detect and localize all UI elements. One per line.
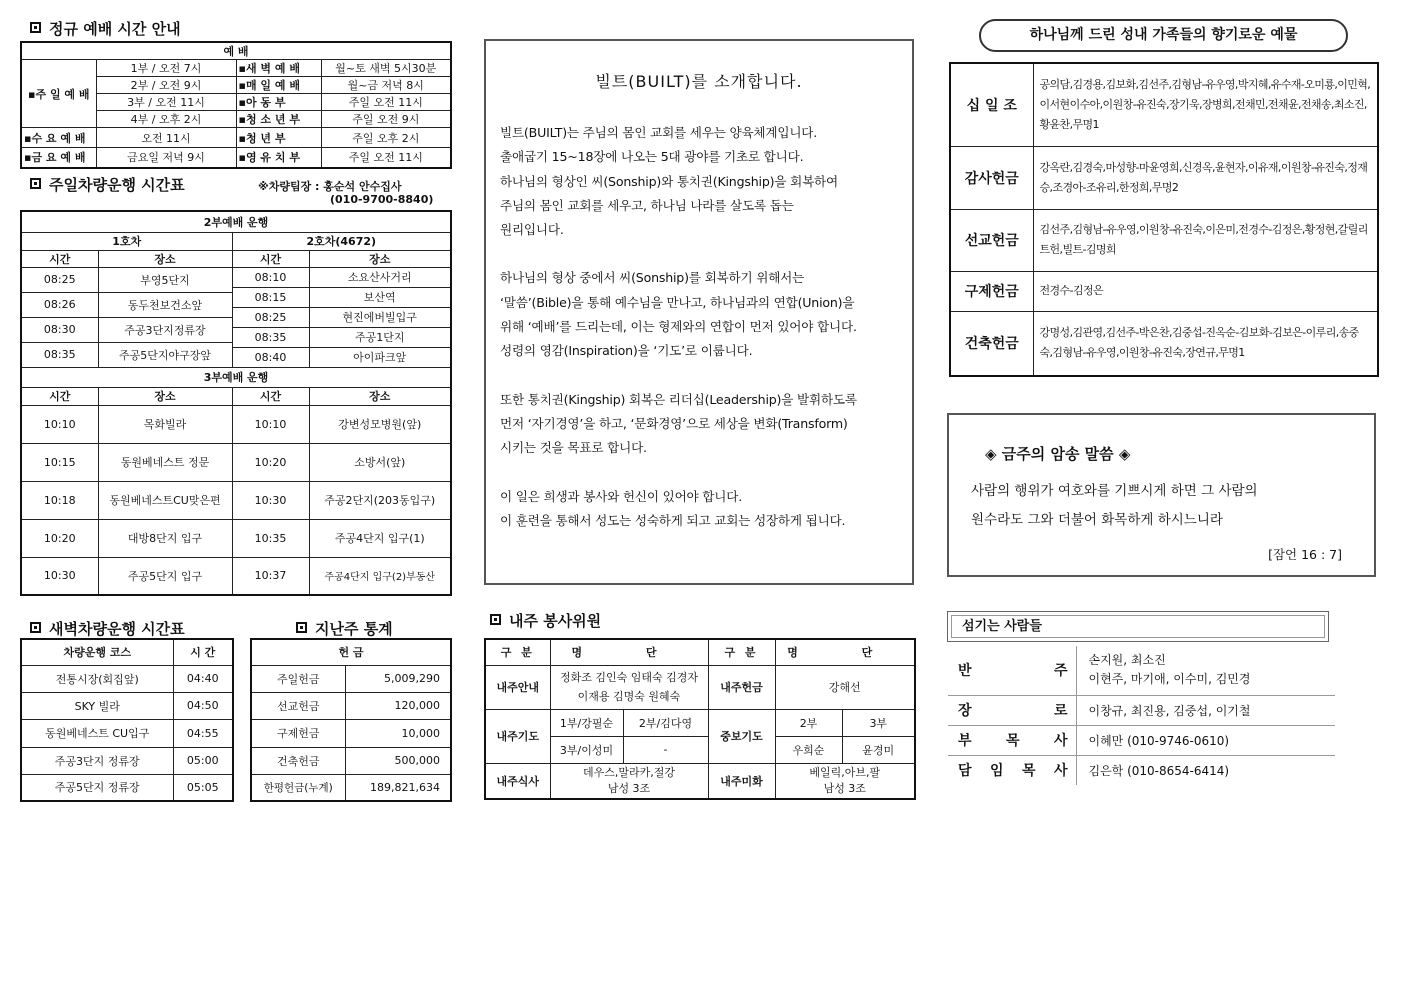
table-row: 감사헌금 강옥란,김경숙,마성향-마윤영희,신경옥,윤현자,이유재,이원창-유진숙,정재승,조경아-조유리,한정희,무명2	[950, 146, 1378, 209]
table-row: 건축헌금 500,000	[251, 747, 451, 774]
worship-row: 2부 / 오전 9시 ▪매 일 예 배 월~금 저녁 8시	[21, 77, 451, 94]
table-row: 동원베네스트 CU입구 04:55	[21, 719, 233, 747]
table-row: 주공3단지 정류장 05:00	[21, 747, 233, 774]
bus-section-title: 주일차량운행 시간표	[30, 174, 185, 195]
table-row: 구제헌금 10,000	[251, 719, 451, 747]
table-row: 08:25 부영5단지 08:10 소요산사거리	[21, 267, 451, 287]
table-row: 10:10 목화빌라 10:10 강변성모병원(앞)	[21, 405, 451, 443]
table-row: 담 임 목 사 김은학 (010-8654-6414)	[948, 755, 1335, 785]
memory-verse-ref: [잠언 16 : 7]	[1268, 547, 1342, 562]
table-row: 선교헌금 120,000	[251, 692, 451, 719]
service3-header: 3부예배 운행	[21, 367, 451, 387]
table-row: 10:15 동원베네스트 정문 10:20 소방서(앞)	[21, 443, 451, 481]
table-row: 내주안내 정화조 김인숙 임태숙 김경자 이재용 김명숙 원혜숙 내주헌금 강해선	[485, 665, 915, 709]
table-row: 08:35 주공5단지야구장앞	[21, 342, 451, 347]
offerings-title: 하나님께 드린 성내 가족들의 향기로운 예물	[979, 19, 1348, 52]
memory-verse-text: 사람의 행위가 여호와를 기쁘시게 하면 그 사람의 원수라도 그와 더불어 화목하게 하시느니라	[971, 483, 1258, 528]
stats-section-title: 지난주 통계	[296, 618, 393, 639]
table-row: 내주식사 데우스,말라카,절강 남성 3조 내주미화 베일릭,아브,팔 남성 3조	[485, 763, 915, 799]
built-intro-box	[484, 39, 914, 585]
car2-header: 2호차(4672)	[232, 232, 451, 250]
worship-row: 4부 / 오후 2시 ▪청 소 년 부 주일 오전 9시	[21, 111, 451, 128]
square-bullet-icon	[296, 622, 307, 633]
servants-table: 구 분 명 단 구 분 명 단 내주안내 정화조 김인숙 임태숙 김경자 이재용 김명숙 원혜숙 내주헌금 강해선 내주기도 1부/강필순 2부/김다영 중보기도 2부 3부 3부/이성미 - 우희순 윤경미 내주식사 데우스,말라카,절강 남성 3조 내주미화 베일릭,아브,팔 남성 3조	[484, 638, 916, 800]
sunday-label: ▪주 일 예 배	[21, 60, 96, 128]
memory-verse-box	[947, 413, 1376, 577]
table-row: 주일헌금 5,009,290	[251, 665, 451, 692]
built-paragraph: 또한 통치권(Kingship) 회복은 리더십(Leadership)을 발휘하도록 먼저 ‘자기경영’을 하고, ‘문화경영’으로 세상을 변화(Transform) 시키는 것을 목표로 합니다.	[500, 391, 857, 456]
built-paragraph: 이 일은 희생과 봉사와 헌신이 있어야 합니다. 이 훈련을 통해서 성도는 성숙하게 되고 교회는 성장하게 됩니다.	[500, 488, 846, 528]
table-row: 구제헌금 전경수-김정은	[950, 271, 1378, 311]
table-row: 내주기도 1부/강필순 2부/김다영 중보기도 2부 3부	[485, 709, 915, 736]
dawn-bus-table: 차량운행 코스 시 간 전통시장(회집앞) 04:40 SKY 빌라 04:50 동원베네스트 CU입구 04:55 주공3단지 정류장 05:00 주공5단지 정류장 05:05	[20, 638, 234, 802]
square-bullet-icon	[30, 178, 41, 189]
worship-row: ▪주 일 예 배 1부 / 오전 7시 ▪새 벽 예 배 월~토 새벽 5시30분	[21, 60, 451, 77]
square-bullet-icon	[30, 622, 41, 633]
staff-table	[948, 646, 1335, 785]
dawn-section-title: 새벽차량운행 시간표	[30, 618, 185, 639]
stats-table: 헌 금 주일헌금 5,009,290 선교헌금 120,000 구제헌금 10,000 건축헌금 500,000 한평헌금(누계) 189,821,634	[250, 638, 452, 802]
table-row: 반 주 손지원, 최소진 이현주, 마기애, 이수미, 김민경	[948, 646, 1335, 695]
square-bullet-icon	[490, 614, 501, 625]
bus-manager: ※차량팀장 : 홍순석 안수집사	[258, 180, 402, 193]
table-row: 건축헌금 강명성,김관영,김선주-박은찬,김중섭-진옥순-김보화-김보은-이루리,송중숙,김형남-유우영,이원창-유진숙,장연규,무명1	[950, 311, 1378, 376]
staff-title: 섬기는 사람들	[951, 615, 1325, 638]
table-row: 08:26 동두천보건소앞	[21, 292, 451, 307]
servants-section-title: 내주 봉사위원	[490, 610, 601, 631]
table-row: 십 일 조 공의담,김경용,김보화,김선주,김형남-유우영,박지혜,유수재-오미룡,이민혁,이서현이수아,이원창-유진숙,장기욱,장병희,전채민,전채윤,전채송,최소진,황윤찬,무명1	[950, 63, 1378, 146]
staff-title-box	[947, 611, 1329, 642]
table-row: 10:30 주공5단지 입구 10:37 주공4단지 입구(2)부동산	[21, 557, 451, 595]
table-row: 08:30 주공3단지정류장	[21, 317, 451, 327]
worship-row: 3부 / 오전 11시 ▪아 동 부 주일 오전 11시	[21, 94, 451, 111]
table-row: 전통시장(회집앞) 04:40	[21, 665, 233, 692]
square-bullet-icon	[30, 22, 41, 33]
built-title: 빌트(BUILT)를 소개합니다.	[595, 72, 803, 91]
table-row: 10:18 동원베네스트CU맞은편 10:30 주공2단지(203동입구)	[21, 481, 451, 519]
offerings-table	[949, 62, 1379, 377]
service2-header: 2부예배 운행	[21, 211, 451, 232]
bus-manager-phone: (010-9700-8840)	[330, 193, 434, 206]
table-row: 장 로 이창규, 최진용, 김중섭, 이기철	[948, 695, 1335, 725]
table-row: 3부/이성미 - 우희순 윤경미	[485, 736, 915, 763]
bus-schedule-table: 2부예배 운행 1호차 2호차(4672) 시간 장소 시간 장소 08:25 부영5단지 08:10 소요산사거리 08:15 보산역 08:26 동두천보건소앞 08:25 현진에버빌입구 08:30 주공3단지정류장 08:35 주공1단지 08:35 주공5단지야구장앞 08:40 아이파크앞 3부예배 운행 시간 장소 시간 장소 10:10 목화빌라 10:10 강변성모병원(앞) 10:15 동원베네스트 정문 10:20 소방서(앞) 10:18 동원베네스트CU맞은편 10:30 주공2단지(203동입구) 10:20 대방8단지 입구 10:35 주공4단지 입구(1) 10:30 주공5단지 입구 10:37 주공4단지 입구(2)부동산	[20, 210, 452, 596]
table-row: SKY 빌라 04:50	[21, 692, 233, 719]
built-paragraph: 빌트(BUILT)는 주님의 몸인 교회를 세우는 양육체계입니다. 출애굽기 15~18장에 나오는 5대 광야를 기초로 합니다. 하나님의 형상인 씨(Sonship)와 통치권(Kingship)을 회복하여 주님의 몸인 교회를 세우고, 하나님 나라를 살도록 돕는 원리입니다.	[500, 125, 838, 238]
worship-row: ▪금 요 예 배 금요일 저녁 9시 ▪영 유 치 부 주일 오전 11시	[21, 148, 451, 168]
memory-verse-title: ◈ 금주의 암송 말씀 ◈	[985, 445, 1131, 463]
worship-row: ▪수 요 예 배 오전 11시 ▪청 년 부 주일 오후 2시	[21, 128, 451, 148]
built-body	[500, 121, 910, 533]
table-row: 한평헌금(누계) 189,821,634	[251, 774, 451, 801]
table-row: 10:20 대방8단지 입구 10:35 주공4단지 입구(1)	[21, 519, 451, 557]
worship-section-title: 정규 예배 시간 안내	[30, 18, 181, 39]
table-row: 주공5단지 정류장 05:05	[21, 774, 233, 801]
table-row: 선교헌금 김선주,김형남-유우영,이원창-유진숙,이은미,전경수-김정은,황정현,갈릴리트헌,빌트-김명희	[950, 209, 1378, 271]
worship-header: 예 배	[21, 42, 451, 60]
table-row: 부 목 사 이혜만 (010-9746-0610)	[948, 725, 1335, 755]
worship-times-table	[20, 41, 452, 169]
car1-header: 1호차	[21, 232, 232, 250]
built-paragraph: 하나님의 형상 중에서 씨(Sonship)를 회복하기 위해서는 ‘말씀’(Bible)을 통해 예수님을 만나고, 하나님과의 연합(Union)을 위해 ‘예배’를 드리는데, 이는 형제와의 연합이 먼저 있어야 합니다. 성령의 영감(Inspiration)을 ‘기도’로 이룹니다.	[500, 270, 857, 359]
